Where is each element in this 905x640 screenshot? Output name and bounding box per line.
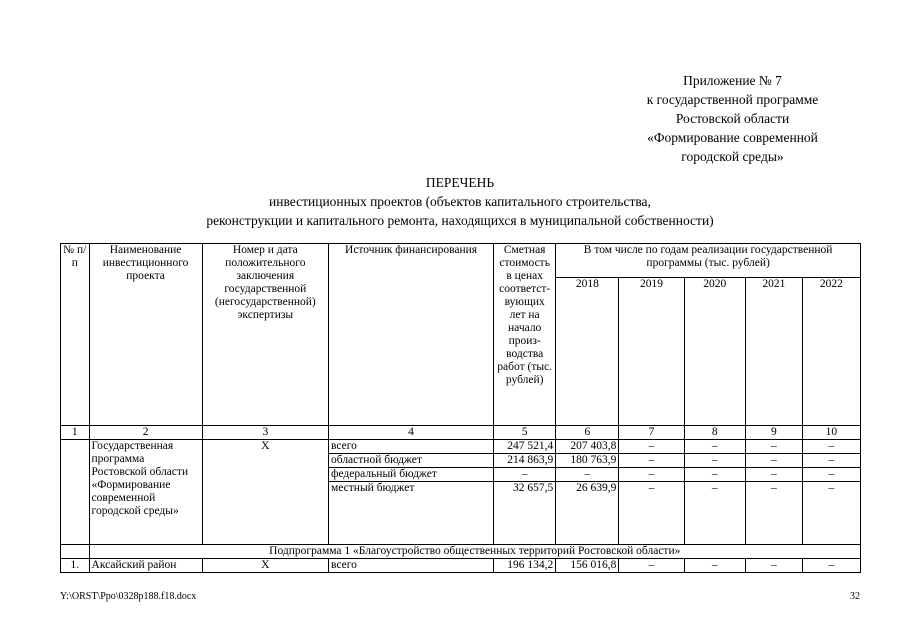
year-cell: –	[802, 454, 860, 468]
header-years-group: В том числе по годам реализации государственной программы (тыс. рублей)	[556, 244, 861, 278]
table-row	[61, 440, 861, 454]
cost-cell: 196 134,2	[494, 559, 556, 573]
header-year: 2018	[556, 278, 619, 426]
source-cell: всего	[329, 559, 494, 573]
column-number: 6	[556, 426, 619, 440]
year-cell: 180 763,9	[556, 454, 619, 468]
column-number: 9	[745, 426, 802, 440]
column-number: 7	[619, 426, 684, 440]
column-number: 1	[61, 426, 90, 440]
year-cell: –	[619, 482, 684, 545]
header-year: 2022	[802, 278, 860, 426]
year-cell: –	[684, 454, 745, 468]
year-cell: –	[802, 440, 860, 454]
year-cell: –	[745, 440, 802, 454]
subprogram-title: Подпрограмма 1 «Благоустройство общественных территорий Ростовской области»	[89, 545, 860, 559]
title-line: реконструкции и капитального ремонта, находящихся в муниципальной собственности)	[206, 213, 714, 228]
year-cell: –	[619, 468, 684, 482]
item-expertise: Х	[202, 559, 328, 573]
cost-cell: 214 863,9	[494, 454, 556, 468]
year-cell: –	[745, 482, 802, 545]
subprogram-row	[61, 545, 861, 559]
source-cell: федеральный бюджет	[329, 468, 494, 482]
year-cell: –	[802, 559, 860, 573]
item-num: 1.	[61, 559, 90, 573]
title-line: инвестиционных проектов (объектов капитального строительства,	[269, 194, 651, 209]
header-source: Источник финансирования	[329, 244, 494, 426]
appendix-line: городской среды»	[681, 149, 784, 164]
header-cost: Сметная стоимость в ценах соответст-вующих лет на начало произ-водства работ (тыс. рублей)	[494, 244, 556, 426]
cost-cell: –	[494, 468, 556, 482]
year-cell: 156 016,8	[556, 559, 619, 573]
subprogram-num	[61, 545, 90, 559]
appendix-line: к государственной программе	[646, 92, 819, 107]
year-cell: –	[619, 454, 684, 468]
year-cell: 26 639,9	[556, 482, 619, 545]
year-cell: –	[619, 440, 684, 454]
year-cell: –	[684, 468, 745, 482]
document-title	[60, 173, 860, 230]
year-cell: –	[556, 468, 619, 482]
header-name: Наименование инвестиционного проекта	[89, 244, 202, 426]
year-cell: 207 403,8	[556, 440, 619, 454]
program-expertise: Х	[202, 440, 328, 545]
program-num	[61, 440, 90, 545]
year-cell: –	[684, 559, 745, 573]
program-name: Государственная программа Ростовской области «Формирование современной городской среды»	[89, 440, 202, 545]
cost-cell: 247 521,4	[494, 440, 556, 454]
column-numbers-row	[61, 426, 861, 440]
table-row	[61, 559, 861, 573]
year-cell: –	[684, 440, 745, 454]
footer-file-path: Y:\ORST\Ppo\0328p188.f18.docx	[60, 591, 197, 602]
title-heading: ПЕРЕЧЕНЬ	[425, 175, 495, 190]
column-number: 3	[202, 426, 328, 440]
appendix-line: «Формирование современной	[647, 130, 818, 145]
column-number: 2	[89, 426, 202, 440]
year-cell: –	[802, 468, 860, 482]
year-cell: –	[684, 482, 745, 545]
column-number: 4	[329, 426, 494, 440]
source-cell: местный бюджет	[329, 482, 494, 545]
cost-cell: 32 657,5	[494, 482, 556, 545]
appendix-line: Приложение № 7	[683, 73, 782, 88]
year-cell: –	[802, 482, 860, 545]
year-cell: –	[745, 468, 802, 482]
column-number: 5	[494, 426, 556, 440]
item-name: Аксайский район	[89, 559, 202, 573]
column-number: 8	[684, 426, 745, 440]
appendix-caption	[620, 71, 845, 166]
year-cell: –	[745, 559, 802, 573]
header-year: 2019	[619, 278, 684, 426]
header-year: 2021	[745, 278, 802, 426]
header-expertise: Номер и дата положительного заключения государственной (негосударственной) экспертизы	[202, 244, 328, 426]
source-cell: областной бюджет	[329, 454, 494, 468]
year-cell: –	[745, 454, 802, 468]
header-num: № п/п	[61, 244, 90, 426]
appendix-line: Ростовской области	[675, 111, 790, 126]
column-number: 10	[802, 426, 860, 440]
year-cell: –	[619, 559, 684, 573]
investment-projects-table	[60, 243, 861, 573]
source-cell: всего	[329, 440, 494, 454]
header-year: 2020	[684, 278, 745, 426]
footer-page-number: 32	[850, 591, 860, 602]
